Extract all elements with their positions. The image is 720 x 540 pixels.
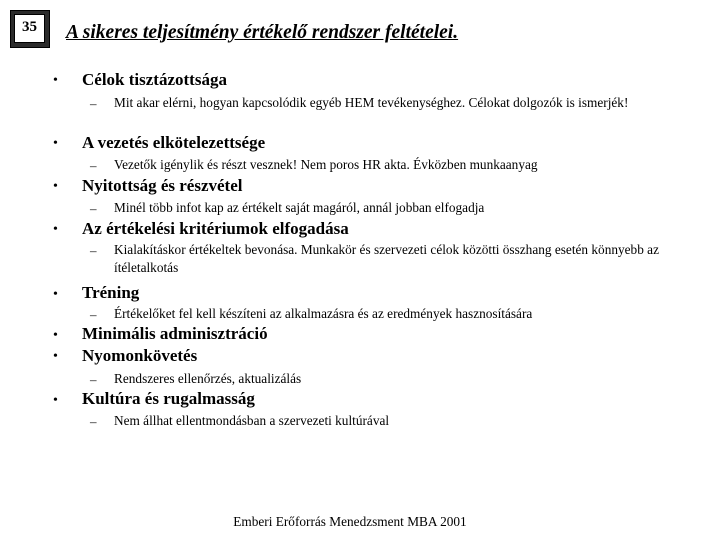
dash-icon: – xyxy=(90,243,97,258)
item-heading: Kultúra és rugalmasság xyxy=(82,389,255,408)
item-heading: Minimális adminisztráció xyxy=(82,324,268,343)
item-heading: Nyitottság és részvétel xyxy=(82,176,243,195)
dash-icon: – xyxy=(90,96,97,111)
item-heading: Tréning xyxy=(82,283,140,302)
bullet-icon: • xyxy=(53,287,58,302)
item-sub: Rendszeres ellenőrzés, aktualizálás xyxy=(114,371,302,386)
item-heading: Az értékelési kritériumok elfogadása xyxy=(82,219,349,238)
bullet-icon: • xyxy=(53,179,58,194)
item-heading: Célok tisztázottsága xyxy=(82,70,227,89)
slide-number-box xyxy=(10,10,50,48)
dash-icon: – xyxy=(90,372,97,387)
item-sub: Kialakításkor értékeltek bevonása. Munkakör és szervezeti célok közötti összhang esetén könnyebb az ítéletalkotás xyxy=(114,242,659,275)
item-sub: Minél több infot kap az értékelt saját magáról, annál jobban elfogadja xyxy=(114,200,485,215)
dash-icon: – xyxy=(90,158,97,173)
bullet-icon: • xyxy=(53,393,58,408)
item-sub: Mit akar elérni, hogyan kapcsolódik egyéb HEM tevékenységhez. Célokat dolgozók is ismerjék! xyxy=(114,95,629,110)
item-sub: Értékelőket fel kell készíteni az alkalmazásra és az eredmények hasznosítására xyxy=(114,306,533,321)
bullet-icon: • xyxy=(53,136,58,151)
slide-number: 35 xyxy=(14,14,45,43)
bullet-icon: • xyxy=(53,73,58,88)
item-heading: Nyomonkövetés xyxy=(82,346,198,365)
item-heading: A vezetés elkötelezettsége xyxy=(82,133,266,152)
bullet-icon: • xyxy=(53,349,58,364)
item-sub: Vezetők igénylik és részt vesznek! Nem poros HR akta. Évközben munkaanyag xyxy=(114,157,538,172)
bullet-icon: • xyxy=(53,222,58,237)
dash-icon: – xyxy=(90,414,97,429)
item-sub: Nem állhat ellentmondásban a szervezeti kultúrával xyxy=(114,413,390,428)
bullet-icon: • xyxy=(53,328,58,343)
dash-icon: – xyxy=(90,201,97,216)
slide-title: A sikeres teljesítmény értékelő rendszer feltételei. xyxy=(66,22,459,43)
dash-icon: – xyxy=(90,307,97,322)
footer: Emberi Erőforrás Menedzsment MBA 2001 xyxy=(233,514,467,529)
